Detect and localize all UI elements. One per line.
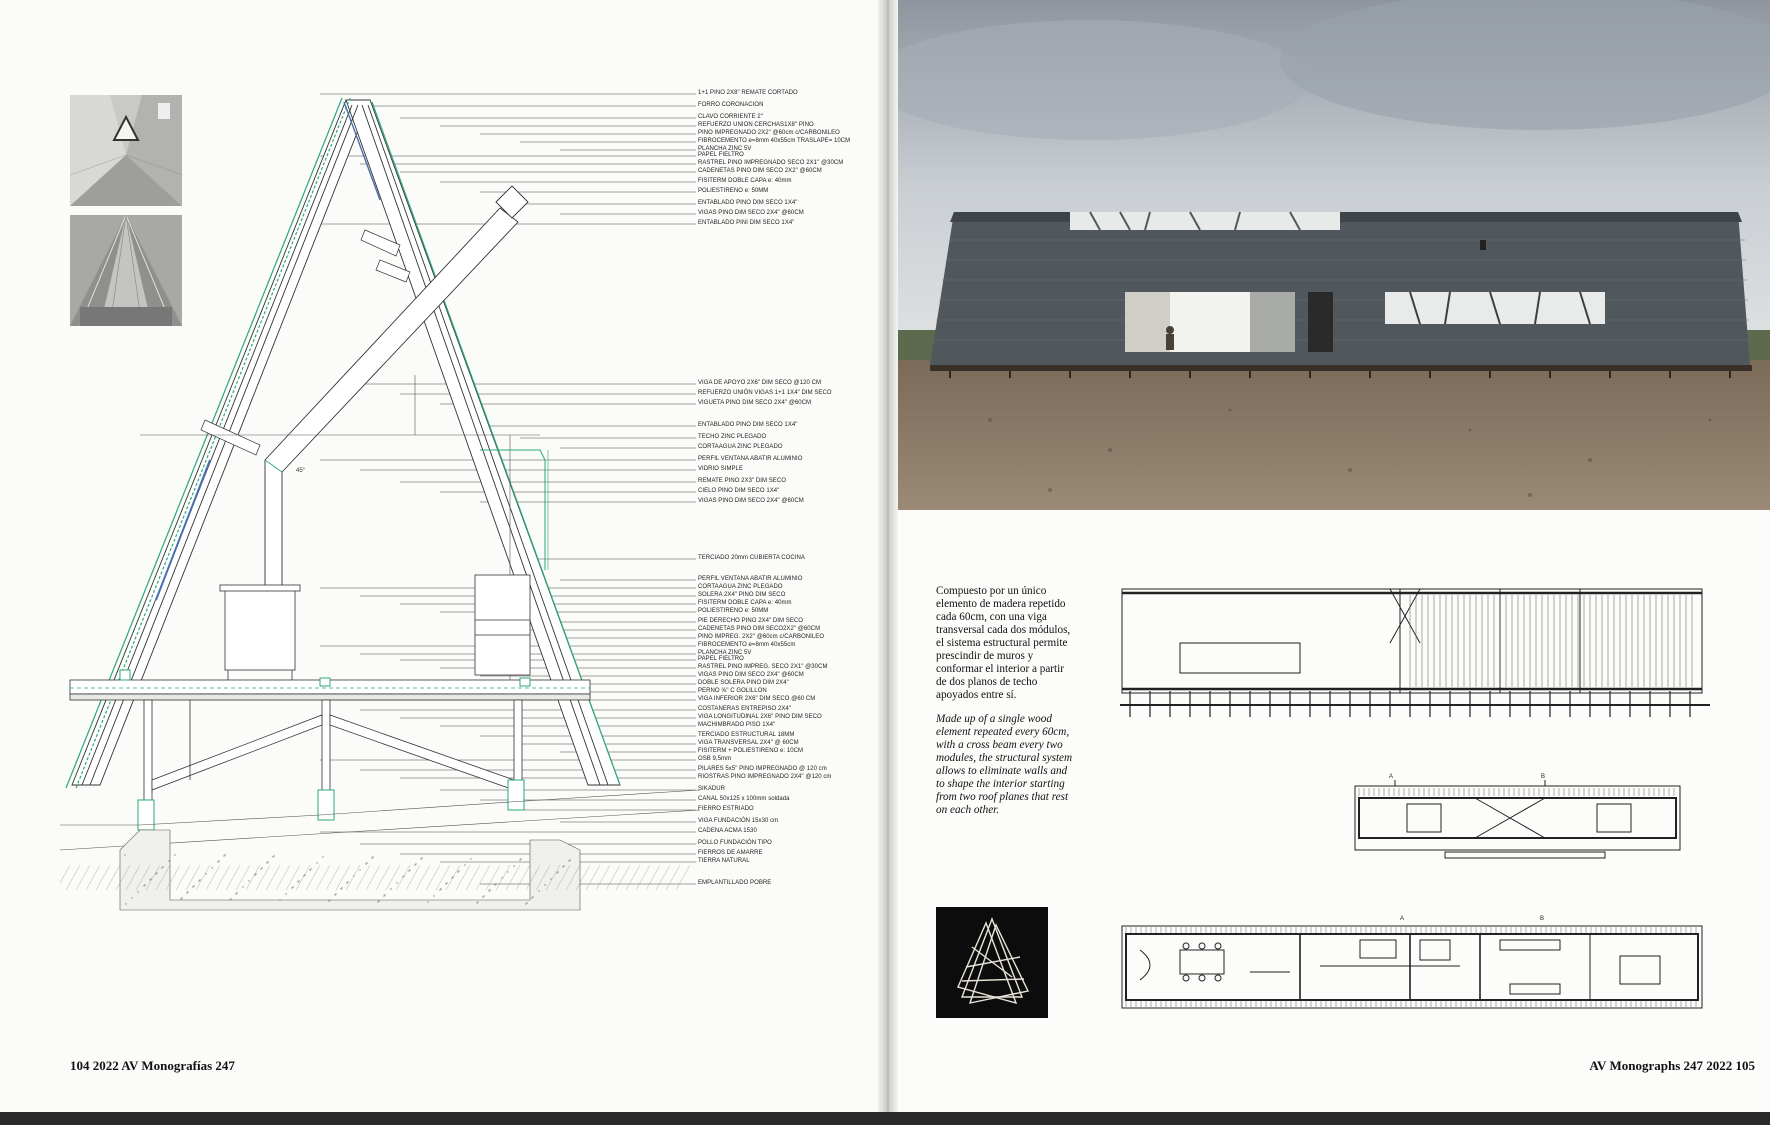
section-label: RIOSTRAS PINO IMPREGNADO 2X4" @120 cm [698,774,832,780]
section-label: VIGUETA PINO DIM SECO 2X4" @60CM [698,400,812,406]
section-label: TERCIADO ESTRUCTURAL 18MM [698,732,795,738]
section-label: REFUERZO UNIÓN VIGAS 1+1 1X4" DIM SECO [698,390,832,396]
section-label: PLANCHA ZINC 5V [698,650,752,656]
plan-marker: B [1541,774,1546,780]
section-label: ENTABLADO PINO DIM SECO 1X4" [698,200,798,206]
section-label: CIELO PINO DIM SECO 1X4" [698,488,780,494]
section-label: CORTAAGUA ZINC PLEGADO [698,584,783,590]
section-label: FIERRO ESTRIADO [698,806,754,812]
cross-section-drawing [1345,768,1695,878]
section-label: PAPEL FIELTRO [698,656,744,662]
section-label: PAPEL FIELTRO [698,152,744,158]
section-label: PERNO ⅝" C GOLILLON [698,688,767,694]
section-label: FISITERM DOBLE CAPA e: 40mm [698,178,792,184]
section-label: CADENA ACMA 1530 [698,828,757,834]
section-label: PILARES 5x5" PINO IMPREGNADO @ 120 cm [698,766,827,772]
section-label: DOBLE SOLERA PINO DIM 2X4" [698,680,789,686]
section-label: VIGAS PINO DIM SECO 2X4" @60CM [698,672,804,678]
section-label: PINO IMPREG. 2X2" @60cm c/CARBONILEO [698,634,825,640]
section-label: CORTAAGUA ZINC PLEGADO [698,444,783,450]
longitudinal-section-drawing [1120,583,1710,723]
section-label: FISITERM + POLIESTIRENO e: 10CM [698,748,804,754]
section-label: CADENETAS PINO DIM SECO 2X2" @60CM [698,168,822,174]
section-label: VIGAS PINO DIM SECO 2X4" @60CM [698,498,804,504]
right-page [890,0,1770,1125]
section-label: MACHIMBRADO PISO 1X4" [698,722,776,728]
section-label: PERFIL VENTANA ABATIR ALUMINIO [698,456,803,462]
section-label: FORRO CORONACION [698,102,764,108]
section-label: VIGAS PINO DIM SECO 2X4" @60CM [698,210,804,216]
section-label: ENTABLADO PINO DIM SECO 1X4" [698,422,798,428]
section-label: POLIESTIRENO e: 50MM [698,608,769,614]
section-label: 1+1 PINO 2X8" REMATE CORTADO [698,90,798,96]
section-label: COSTANERAS ENTREPISO 2X4" [698,706,791,712]
section-label: SOLERA 2X4" PINO DIM SECO [698,592,786,598]
section-label: SIKADUR [698,786,726,792]
section-label: TIERRA NATURAL [698,858,750,864]
section-label: VIGA TRANSVERSAL 2X4" @ 60CM [698,740,799,746]
body-text-english: Made up of a single wood element repeated every 60cm, with a cross beam every two modules, the structural system allows to eliminate walls and to shape the interior starting from two roof planes that rest on each other. [936,713,1073,816]
house-exterior-photo [890,0,1770,510]
section-label: VIGA INFERIOR 2X6" DIM SECO @60 CM [698,696,816,702]
section-label: TERCIADO 20mm CUBIERTA COCINA [698,555,805,561]
body-text-spanish: Compuesto por un único elemento de madera repetido cada 60cm, con una viga transversal cada dos módulos, el sistema estructural permite prescindir de muros y conformar el interior a partir de dos planos de techo apoyados entre sí. [936,585,1071,701]
section-label: RASTREL PINO IMPREGNADO SECO 2X1" @30CM [698,160,844,166]
angle-dimension-label: 45° [296,468,306,474]
right-folio: AV Monographs 247 2022 105 [1589,1058,1755,1073]
plan-marker: A [1400,916,1405,922]
section-label: EMPLANTILLADO POBRE [698,880,772,886]
section-label: PLANCHA ZINC 5V [698,146,752,152]
book-gutter [878,0,898,1125]
section-label: RASTREL PINO IMPREG. SECO 2X1" @30CM [698,664,828,670]
section-label: PINO IMPREGNADO 2X2" @60cm c/CARBONILEO [698,130,840,136]
section-label: FIERROS DE AMARRE [698,850,763,856]
section-label: POLLO FUNDACIÓN TIPO [698,840,772,846]
section-label: PERFIL VENTANA ABATIR ALUMINIO [698,576,803,582]
section-label: TECHO ZINC PLEGADO [698,434,767,440]
section-label: OSB 9,5mm [698,756,732,762]
background-edge [0,1112,1770,1125]
section-label: CLAVO CORRIENTE 2" [698,114,763,120]
section-label: CANAL 50x125 x 100mm soldada [698,796,790,802]
plan-marker: B [1540,916,1545,922]
section-label: VIGA LONGITUDINAL 2X6" PINO DIM SECO [698,714,822,720]
left-folio: 104 2022 AV Monografías 247 [70,1058,235,1073]
constructive-section-drawing [60,90,700,1020]
section-label: VIGA FUNDACIÓN 15x30 cm [698,818,779,824]
section-label: PIE DERECHO PINO 2X4" DIM SECO [698,618,803,624]
section-label: FIBROCEMENTO e=8mm 40x55cm [698,642,796,648]
section-label: REFUERZO UNION CERCHAS1X8" PINO [698,122,814,128]
section-label: FIBROCEMENTO e=8mm 40x55cm TRASLAPE= 10CM [698,138,851,144]
section-label: VIDRIO SIMPLE [698,466,743,472]
section-label: POLIESTIRENO e: 50MM [698,188,769,194]
section-label: REMATE PINO 2X3" DIM SECO [698,478,786,484]
floor-plan-drawing [1120,910,1710,1025]
plan-marker: A [1389,774,1394,780]
section-label: ENTABLADO PINI DIM SECO 1X4" [698,220,795,226]
section-label: FISITERM DOBLE CAPA e: 40mm [698,600,792,606]
section-label: VIGA DE APOYO 2X6" DIM SECO @120 CM [698,380,822,386]
structure-model-photo [936,907,1048,1018]
section-label: CADENETAS PINO DIM SECO2X2" @60CM [698,626,821,632]
section-labels [698,90,878,1020]
